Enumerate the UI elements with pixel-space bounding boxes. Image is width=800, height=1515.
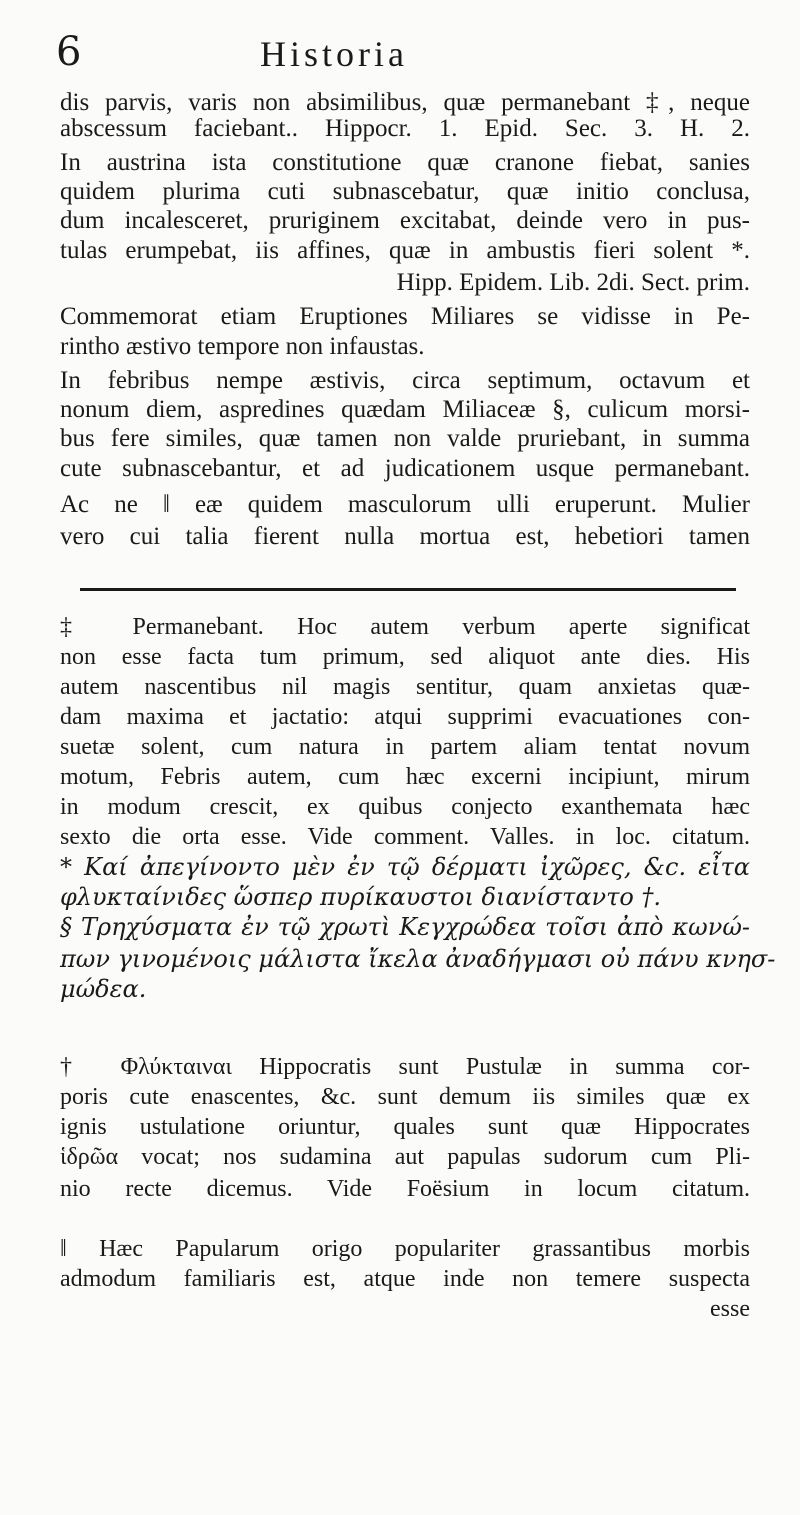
footnote-line: ‖ Hæc Papularum origo populariter grassantibus morbis [60,1236,750,1262]
text-line: tulas erumpebat, iis affines, quæ in ambustis fieri solent *. [60,237,750,264]
footnote-line: poris cute enascentes, &c. sunt demum iis similes quæ ex [60,1084,750,1110]
running-head: Historia [260,34,408,74]
footnote-line: esse [710,1296,750,1322]
page-header [56,28,756,80]
text-line: Ac ne ‖ eæ quidem masculorum ulli eruperunt. Mulier [60,491,750,518]
text-line: dis parvis, varis non absimilibus, quæ permanebant ‡, neque [60,89,750,116]
text-line: nonum diem, aspredines quædam Miliaceæ §, culicum morsi- [60,396,750,423]
footnote-line: nio recte dicemus. Vide Foësium in locum citatum. [60,1176,750,1202]
footnote-line: ‡ Permanebant. Hoc autem verbum aperte significat [60,614,750,640]
footnote-line: autem nascentibus nil magis sentitur, quam anxietas quæ- [60,674,750,700]
page-number: 6 [56,29,82,75]
footnote-line: sexto die orta esse. Vide comment. Valles. in loc. citatum. [60,824,750,850]
text-line: dum incalesceret, pruriginem excitabat, deinde vero in pus- [60,207,750,234]
footnote-line: πων γινομένοις μάλιστα ἴκελα ἀναδήγμασι οὐ πάνυ κνησ- [60,945,776,973]
footnote-line: * Καί ἀπεγίνοντο μὲν ἐν τῷ δέρματι ἰχῶρες, &c. εἶτα [60,853,750,881]
footnote-line: ignis ustulatione oriuntur, quales sunt quæ Hippocrates [60,1114,750,1140]
text-line: Hipp. Epidem. Lib. 2di. Sect. prim. [396,269,750,296]
footnote-line: non esse facta tum primum, sed aliquot ante dies. His [60,644,750,670]
text-line: In febribus nempe æstivis, circa septimum, octavum et [60,367,750,394]
footnote-line: in modum crescit, ex quibus conjecto exanthemata hæc [60,794,750,820]
text-line: vero cui talia fierent nulla mortua est, hebetiori tamen [60,523,750,550]
text-line: abscessum faciebant.. Hippocr. 1. Epid. Sec. 3. H. 2. [60,115,750,142]
footnote-line: † Φλύκταιναι Hippocratis sunt Pustulæ in summa cor- [60,1054,750,1080]
footnote-line: suetæ solent, cum natura in partem aliam tentat novum [60,734,750,760]
text-line: rintho æstivo tempore non infaustas. [60,333,425,360]
footnote-line: dam maxima et jactatio: atqui supprimi evacuationes con- [60,704,750,730]
footnote-line: μώδεα. [60,975,147,1003]
footnote-line: motum, Febris autem, cum hæc excerni incipiunt, mirum [60,764,750,790]
text-line: Commemorat etiam Eruptiones Miliares se vidisse in Pe- [60,303,750,330]
footnote-line: ἱδρῶα vocat; nos sudamina aut papulas sudorum cum Pli- [60,1144,750,1170]
footnote-line: admodum familiaris est, atque inde non temere suspecta [60,1266,750,1292]
footnote-line: φλυκταίνιδες ὥσπερ πυρίκαυστοι διανίσταντο †. [60,883,662,911]
text-line: bus fere similes, quæ tamen non valde pruriebant, in summa [60,425,750,452]
footnote-line: § Τρηχύσματα ἐν τῷ χρωτὶ Κεγχρώδεα τοῖσι ἀπὸ κωνώ- [60,913,750,941]
text-line: cute subnascebantur, et ad judicationem usque permanebant. [60,455,750,482]
text-line: quidem plurima cuti subnascebatur, quæ initio conclusa, [60,178,750,205]
footnote-separator-rule [80,588,736,591]
text-line: In austrina ista constitutione quæ cranone fiebat, sanies [60,149,750,176]
